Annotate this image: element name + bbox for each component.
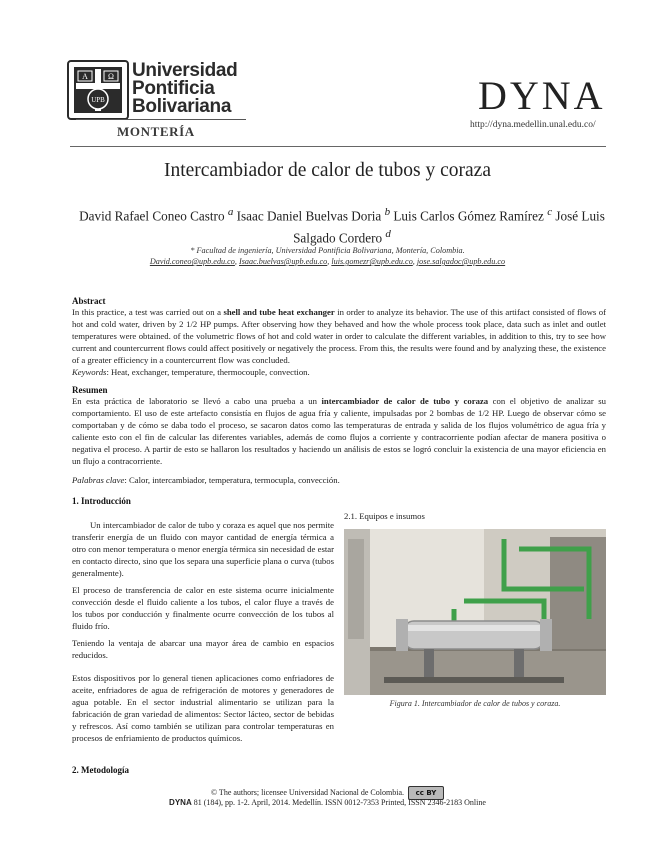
equipos-heading: 2.1. Equipos e insumos bbox=[344, 511, 425, 521]
affiliation: * Facultad de ingeniería, Universidad Pontificia Bolivariana, Montería, Colombia. bbox=[190, 246, 465, 255]
keywords-label: Keywords bbox=[72, 366, 107, 377]
author-name: José Luis Salgado Cordero bbox=[293, 208, 605, 246]
resumen-heading: Resumen bbox=[72, 385, 108, 395]
citation-footer bbox=[0, 798, 655, 807]
author-affiliation-mark: b bbox=[384, 206, 391, 218]
author-name: David Rafael Coneo Castro bbox=[79, 208, 225, 224]
author-affiliation-mark: a bbox=[227, 206, 234, 218]
abstract-text-start: In this practice, a test was carried out on a bbox=[72, 307, 224, 317]
creative-commons-icon[interactable]: cc BY bbox=[408, 786, 444, 800]
abstract-heading: Abstract bbox=[72, 296, 106, 306]
citation-text: 81 (184), pp. 1-2. April, 2014. Medellín. ISSN 0012-7353 Printed, ISSN 2346-2183 Online bbox=[191, 798, 486, 807]
journal-url-link[interactable]: http://dyna.medellin.unal.edu.co/ bbox=[470, 120, 596, 130]
resumen-highlight: intercambiador de calor de tubo y coraza bbox=[321, 396, 489, 406]
email-link[interactable]: Isaac.buelvas@upb.edu.co bbox=[239, 257, 328, 266]
author-name: Isaac Daniel Buelvas Doria bbox=[236, 208, 382, 224]
university-emblem-logo bbox=[66, 59, 130, 121]
emblem-letters-upb: UPB bbox=[91, 96, 105, 104]
university-city: MONTERÍA bbox=[117, 124, 195, 139]
author-affiliation-mark: d bbox=[385, 228, 391, 241]
palabras-clave-label: Palabras clave bbox=[72, 475, 125, 485]
footer-journal-name: DYNA bbox=[169, 798, 192, 807]
keywords-list: : Heat, exchanger, temperature, thermocouple, convection. bbox=[106, 366, 310, 377]
heat-exchanger-photo bbox=[344, 529, 606, 695]
university-logo-rule bbox=[76, 119, 246, 120]
university-name-line-3: Bolivariana bbox=[132, 96, 232, 117]
metodologia-heading: 2. Metodología bbox=[72, 765, 129, 775]
header-divider bbox=[70, 146, 606, 147]
university-name-line-1: Universidad bbox=[132, 60, 238, 81]
intro-paragraph: Un intercambiador de calor de tubo y coraza es aquel que nos permite transferir energía de un fluido con mayor cantidad de energía térmica a otro con menor temperatura o menor energía térmica sin necesidad de estar en contacto directo, sino que los separa una superficie plana o curva (tubos generalmente). bbox=[72, 520, 334, 578]
email-link[interactable]: jose.salgadoc@upb.edu.co bbox=[416, 257, 506, 266]
resumen-text bbox=[72, 396, 606, 467]
journal-name: DYNA bbox=[478, 73, 606, 118]
intro-paragraph: Teniendo la ventaja de abarcar una mayor área de cambio en espacios reducidos. bbox=[72, 638, 334, 660]
abstract-text-end: in order to analyze its behavior. The use of this artifact consisted of flows of hot and cold water, driven by 2 1/2 HP pumps. After observing how they behaved and how the whole process took place, data such as inlet and outlet temperatures were obtained. of the volumetric flows of hot and cold water in order to calculate the different variables, in addition to this, try to see how current and countercurrent flows could affect positively or negatively the process. From this, the results were found and by analyzing these, the existence of a greater efficiency in a countercurrent flow was concluded. bbox=[72, 307, 606, 365]
university-name-line-2: Pontificia bbox=[132, 78, 215, 99]
palabras-clave-list: : Calor, intercambiador, temperatura, termocupla, convección. bbox=[124, 475, 340, 485]
figure-caption: Figura 1. Intercambiador de calor de tubos y coraza. bbox=[389, 699, 561, 708]
author-name: Luis Carlos Gómez Ramírez bbox=[393, 208, 544, 224]
license-text: © The authors; licensee Universidad Nacional de Colombia. bbox=[211, 787, 404, 797]
palabras-clave bbox=[72, 475, 606, 485]
author-list bbox=[72, 203, 612, 248]
email-link[interactable]: luis.gomezr@upb.edu.co bbox=[331, 257, 413, 266]
emblem-letter-omega: Ω bbox=[108, 72, 114, 81]
intro-paragraph: Estos dispositivos por lo general tienen aplicaciones como enfriadores de aceite, enfriadores de agua de refrigeración de motores y generadores de agua potable. En el sector industrial alimentario se utilizan para la fabricación de gran variedad de alimentos: Sector lácteo, sector de bebidas y refrescos. Así como también se utilizan para controlar temperaturas en procesos de enfriamiento de productos químicos. bbox=[72, 673, 334, 743]
resumen-text-end: con el objetivo de analizar su comportamiento. El uso de este artefacto consistía en flujos de agua fría y caliente, impulsadas por 2 bombas de 1/2 HP. Luego de observar cómo se comportaban y de cómo se daba todo el proceso, se sacaron datos como las temperaturas de entrada y salida de los flujos volumétrico de agua fría y caliente esto con el fin de calcular las diferentes variables, además de como flujos a corriente y contracorriente podían afectar de manera positiva o negativa el proceso. A partir de esto se hallaron los resultados y haciendo un análisis de estos se logró concluir la existencia de una mayor eficiencia en un flujo a contracorriente. bbox=[72, 396, 606, 466]
resumen-text-start: En esta práctica de laboratorio se llevó a cabo una prueba a un bbox=[72, 396, 322, 406]
paper-title: Intercambiador de calor de tubos y coraza bbox=[163, 160, 491, 181]
emblem-letter-alpha: A bbox=[82, 72, 88, 81]
author-affiliation-mark: c bbox=[547, 206, 553, 218]
introduction-heading: 1. Introducción bbox=[72, 496, 131, 506]
email-link[interactable]: David.coneo@upb.edu.co bbox=[149, 257, 235, 266]
abstract-highlight: shell and tube heat exchanger bbox=[223, 307, 335, 317]
author-emails: David.coneo@upb.edu.co, Isaac.buelvas@upb.edu.co, luis.gomezr@upb.edu.co, jose.salgadoc@upb.edu.co bbox=[149, 257, 506, 266]
abstract-text bbox=[72, 307, 606, 378]
intro-paragraph: El proceso de transferencia de calor en este sistema ocurre inicialmente convección desde el fluido caliente a los tubos, el calor fluye a través de los tubos por conducción y finalmente ocurre convección de los tubos al fluido frío. bbox=[72, 585, 334, 631]
